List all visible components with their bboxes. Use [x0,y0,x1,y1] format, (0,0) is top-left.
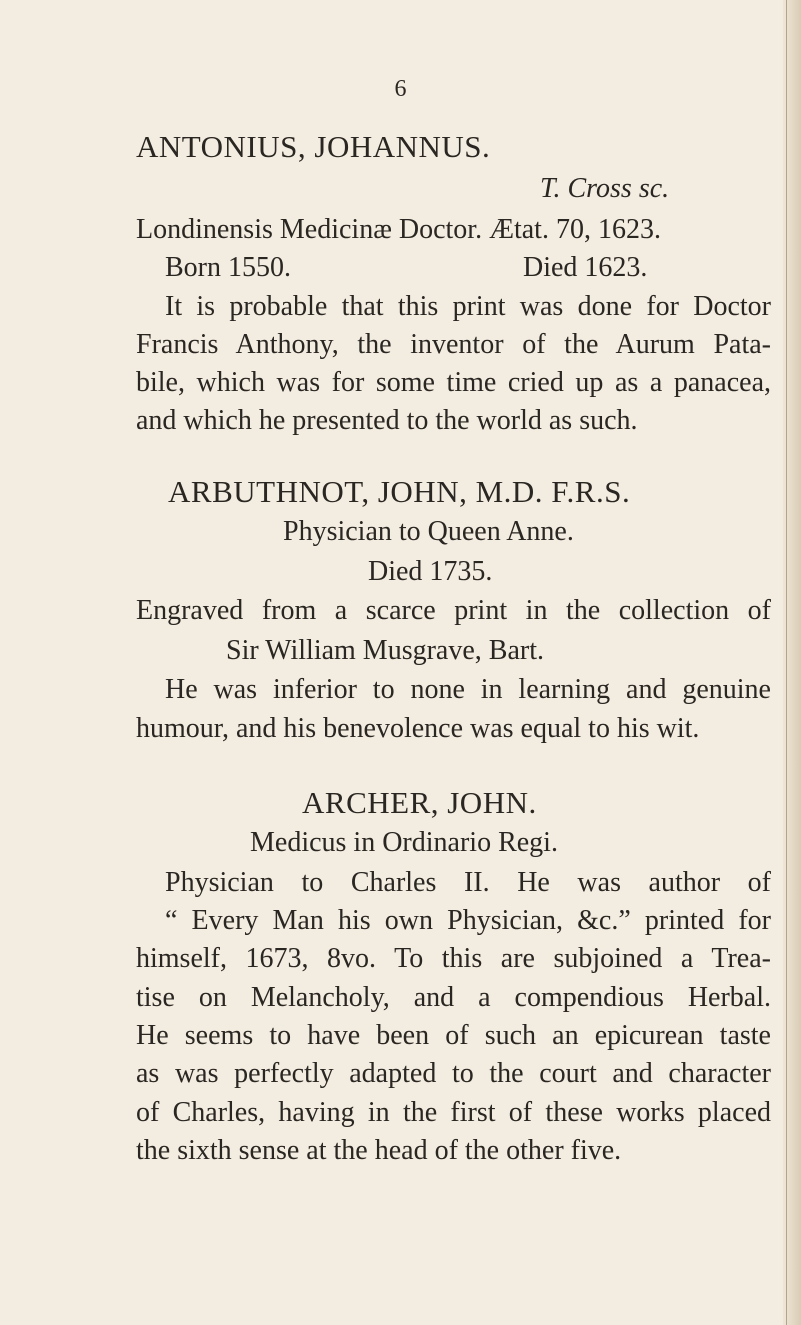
entry-heading-arbuthnot: ARBUTHNOT, JOHN, M.D. F.R.S. [168,474,631,509]
text-line: of Charles, having in the first of these works placed [136,1097,771,1128]
text-line: “ Every Man his own Physician, &c.” printed for [165,905,771,936]
text-line: himself, 1673, 8vo. To this are subjoined a Trea- [136,943,771,974]
text-line: Sir William Musgrave, Bart. [226,635,544,666]
died-date-arbuthnot: Died 1735. [368,556,493,587]
entry-subtitle-antonius: Londinensis Medicinæ Doctor. Ætat. 70, 1623. [136,214,661,245]
died-date-antonius: Died 1623. [523,252,648,283]
text-line: tise on Melancholy, and a compendious Herbal. [136,982,771,1013]
text-line: humour, and his benevolence was equal to his wit. [136,713,700,744]
text-line: bile, which was for some time cried up as a panacea, [136,367,771,398]
born-date-antonius: Born 1550. [165,252,291,283]
engraver-credit: T. Cross sc. [540,173,670,204]
text-line: Francis Anthony, the inventor of the Aurum Pata- [136,329,771,360]
text-line: the sixth sense at the head of the other five. [136,1135,622,1166]
entry-subtitle-arbuthnot: Physician to Queen Anne. [283,516,574,547]
page-edge-line [786,0,787,1325]
text-line: It is probable that this print was done for Doctor [165,291,771,322]
text-line: He seems to have been of such an epicurean taste [136,1020,771,1051]
entry-heading-archer: ARCHER, JOHN. [302,785,537,820]
text-line: and which he presented to the world as such. [136,405,638,436]
text-line: Physician to Charles II. He was author of [165,867,771,898]
entry-subtitle-archer: Medicus in Ordinario Regi. [250,827,558,858]
entry-heading-antonius: ANTONIUS, JOHANNUS. [136,129,491,164]
text-line: Engraved from a scarce print in the collection of [136,595,771,626]
text-line: He was inferior to none in learning and genuine [165,674,771,705]
text-line: as was perfectly adapted to the court and character [136,1058,771,1089]
page-number: 6 [394,76,407,102]
